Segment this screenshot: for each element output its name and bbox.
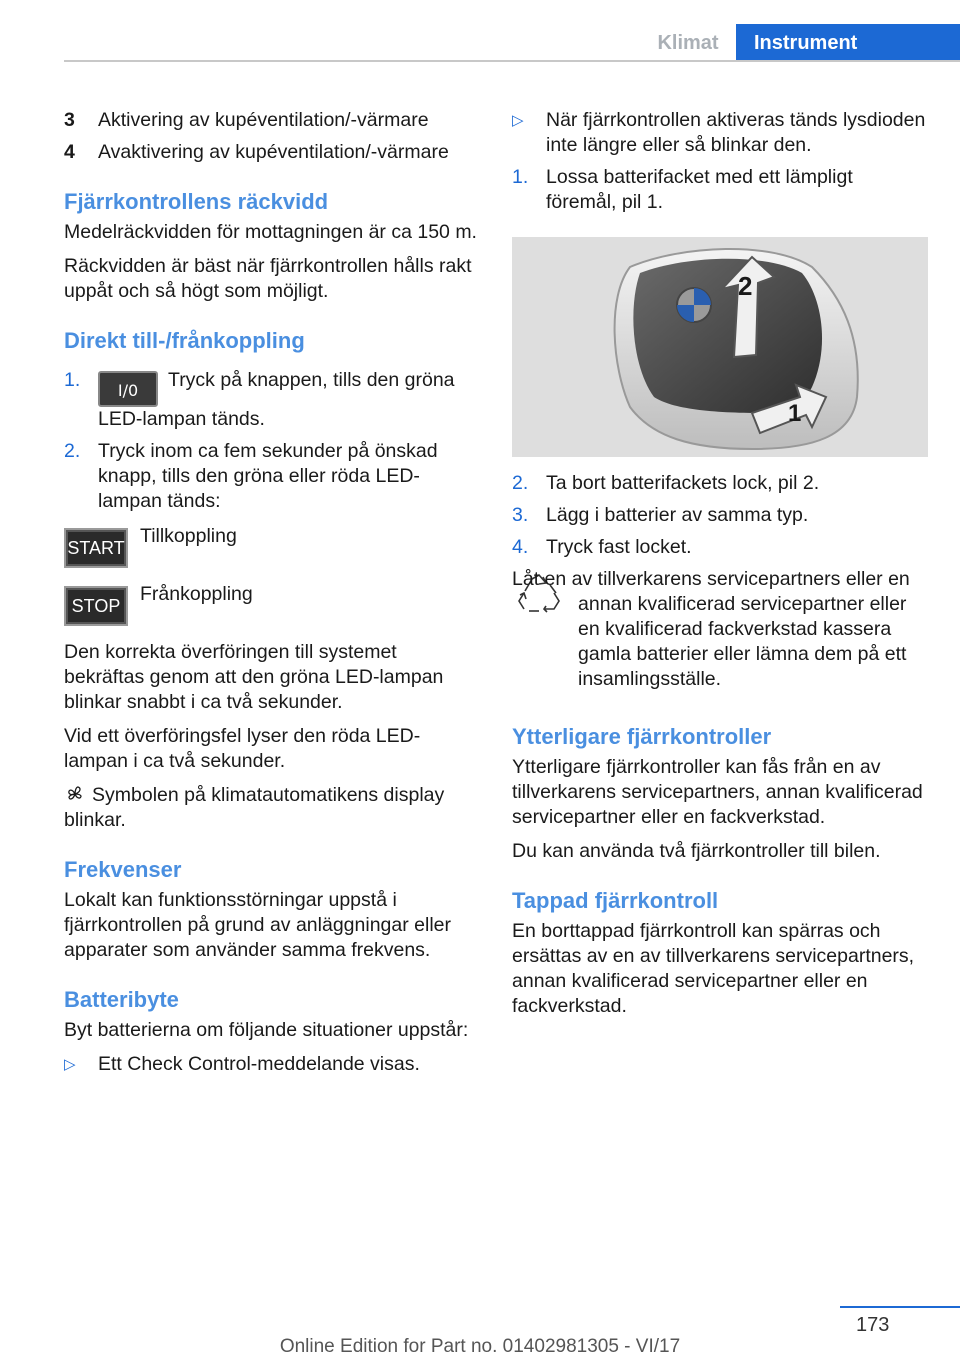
item-text: Aktivering av kupéventilation/-värmare — [98, 109, 429, 131]
step-text: Tryck inom ca fem sekunder på önskad knapp, tills den gröna eller röda LED-lampan tänds: — [98, 440, 438, 512]
triangle-right-icon: ▷ — [64, 1056, 76, 1073]
recycle-note — [512, 567, 928, 692]
paragraph: Räckvidden är bäst när fjärrkontrollen hålls rakt uppåt och så högt som möjligt. — [64, 255, 472, 302]
io-button-icon: I/0 — [98, 371, 158, 407]
start-label: Tillkoppling — [140, 525, 237, 547]
paragraph: Vid ett överföringsfel lyser den röda LED-lampan i ca två sekunder. — [64, 725, 421, 772]
triangle-right-icon: ▷ — [512, 112, 524, 129]
step-number: 1. — [512, 166, 529, 188]
start-button-icon: START — [64, 528, 128, 568]
tab-instrument[interactable]: Instrument — [736, 24, 960, 62]
paragraph: En borttappad fjärrkontroll kan spärras och ersättas av en av tillverkarens servicepartners, annan kvalificerad servicepartner eller en fackverkstad. — [512, 920, 915, 1017]
key-fob-illustration — [512, 237, 928, 457]
step-number: 2. — [512, 472, 529, 494]
bullet-item — [64, 1052, 480, 1077]
section-heading-more: Ytterligare fjärrkontroller — [512, 724, 772, 749]
step-item — [64, 439, 480, 514]
page-header — [0, 0, 960, 62]
paragraph: Ytterligare fjärrkontroller kan fås från en av tillverkarens servicepartners, annan kvalificerad servicepartner eller en fackverkstad. — [512, 756, 923, 828]
recycle-text: Låt en av tillverkarens servicepartners eller en annan kvalificerad servicepartner eller en kvalificerad fackverkstad kassera gamla batterier eller lämna dem på ett insamlingsställe. — [512, 568, 910, 690]
stop-row — [64, 582, 480, 626]
left-column — [64, 108, 480, 1084]
step-number: 2. — [64, 440, 81, 462]
section-heading-range: Fjärrkontrollens räckvidd — [64, 189, 329, 214]
step-item — [512, 165, 928, 215]
figure-label-2: 2 — [738, 271, 753, 301]
right-column — [512, 108, 928, 1028]
paragraph — [64, 783, 480, 833]
step-text: Tryck på knappen, tills den gröna LED-lampan tänds. — [98, 369, 455, 430]
footer-divider — [840, 1306, 960, 1308]
section-heading-direct: Direkt till-/frånkoppling — [64, 328, 305, 353]
step-item — [512, 503, 928, 528]
step-number: 3. — [512, 504, 529, 526]
step-text: Tryck fast locket. — [546, 536, 692, 558]
page-number: 173 — [856, 1314, 890, 1336]
bullet-text: När fjärrkontrollen aktiveras tänds lysdioden inte längre eller så blinkar den. — [546, 109, 926, 156]
paragraph: Medelräckvidden för mottagningen är ca 150 m. — [64, 221, 477, 243]
item-number: 4 — [64, 141, 75, 163]
list-item — [64, 108, 480, 133]
section-heading-battery: Batteribyte — [64, 987, 179, 1012]
battery-figure — [512, 237, 928, 457]
header-divider — [64, 60, 960, 62]
stop-button-icon: STOP — [64, 586, 128, 626]
paragraph: Lokalt kan funktionsstörningar uppstå i fjärrkontrollen på grund av anläggningar eller apparater som använder samma frekvens. — [64, 889, 451, 961]
bullet-item — [512, 108, 928, 158]
step-item — [64, 368, 480, 432]
item-text: Avaktivering av kupéventilation/-värmare — [98, 141, 449, 163]
item-number: 3 — [64, 109, 75, 131]
tab-klimat[interactable]: Klimat — [657, 32, 719, 54]
step-number: 1. — [64, 369, 81, 391]
list-item — [64, 140, 480, 165]
stop-label: Frånkoppling — [140, 583, 253, 605]
step-item — [512, 471, 928, 496]
step-text: Lossa batterifacket med ett lämpligt föremål, pil 1. — [546, 166, 853, 213]
fan-icon — [64, 784, 86, 804]
symbol-text: Symbolen på klimatautomatikens display blinkar. — [64, 784, 445, 831]
step-text: Lägg i batterier av samma typ. — [546, 504, 809, 526]
step-item — [512, 535, 928, 560]
paragraph: Du kan använda två fjärrkontroller till bilen. — [512, 840, 881, 862]
figure-label-1: 1 — [788, 400, 802, 427]
step-number: 4. — [512, 536, 529, 558]
section-heading-lost: Tappad fjärrkontroll — [512, 888, 719, 913]
paragraph: Den korrekta överföringen till systemet bekräftas genom att den gröna LED-lampan blinkar snabbt i ca två sekunder. — [64, 641, 444, 713]
bullet-text: Ett Check Control-meddelande visas. — [98, 1053, 420, 1075]
section-heading-freq: Frekvenser — [64, 857, 182, 882]
step-text: Ta bort batterifackets lock, pil 2. — [546, 472, 820, 494]
edition-text: Online Edition for Part no. 01402981305 - VI/17 — [279, 1336, 681, 1357]
start-row — [64, 524, 480, 568]
paragraph: Byt batterierna om följande situationer uppstår: — [64, 1019, 469, 1041]
